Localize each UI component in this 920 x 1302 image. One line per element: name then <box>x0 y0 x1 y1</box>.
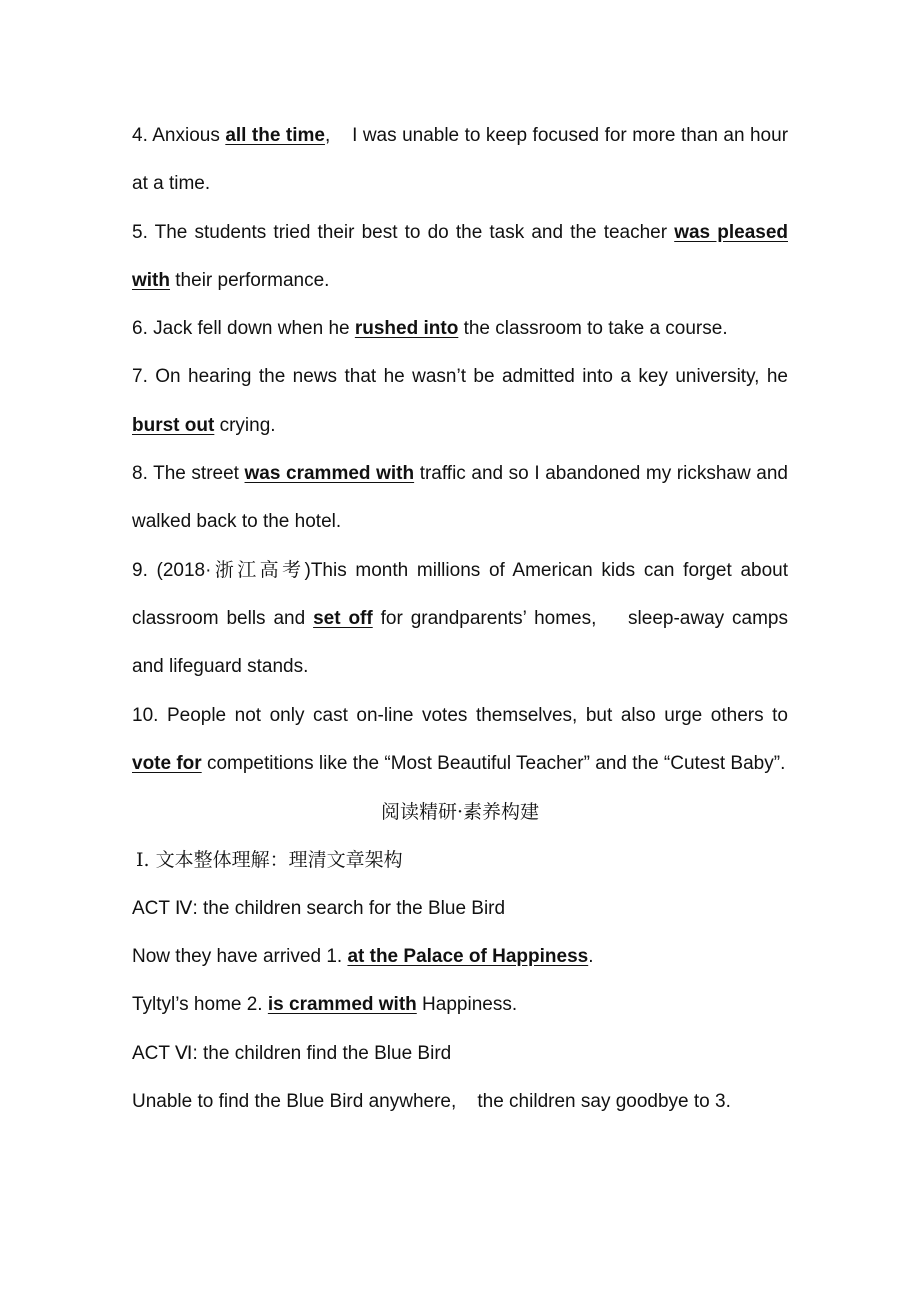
exercise-item-8 <box>132 450 788 547</box>
exercise-text: 7. On hearing the news that he wasn’t be admitted into a key university, he <box>132 366 788 388</box>
exercise-text: traffic and so I abandoned my rickshaw and walked back to the hotel. <box>132 463 788 533</box>
answer-phrase: all the time <box>225 125 325 146</box>
part-heading: Ⅰ. 文本整体理解：理清文章架构 <box>136 849 403 872</box>
exercise-text: 8. The street <box>132 463 245 485</box>
structure-text: Happiness. <box>416 994 518 1016</box>
answer-phrase: rushed into <box>354 318 459 340</box>
exercise-text: competitions like the “Most Beautiful Teacher” and the “Cutest Baby”. <box>201 752 786 774</box>
answer-phrase: was pleased with <box>132 221 788 291</box>
exercise-text: 10. People not only cast on-line votes themselves, but also urge others to <box>132 704 788 726</box>
structure-text: Tyltyl’s home 2. <box>132 994 268 1016</box>
answer-phrase: at the Palace of Happiness <box>347 946 589 968</box>
exercise-text: 5. The students tried their best to do the task and the teacher <box>132 221 675 243</box>
answer-phrase: vote for <box>132 752 202 774</box>
structure-text: Now they have arrived 1. <box>132 946 348 968</box>
structure-line-3: Unable to find the Blue Bird anywhere, the children say goodbye to 3. <box>132 1090 731 1112</box>
exercise-item-4 <box>132 112 788 209</box>
answer-phrase: is crammed with <box>267 994 417 1016</box>
act-six-heading: ACT Ⅵ: the children find the Blue Bird <box>132 1042 452 1064</box>
structure-text: . <box>588 946 594 968</box>
structure-line-2 <box>132 981 788 1029</box>
exercise-text: 6. Jack fell down when he <box>132 318 355 340</box>
exercise-text: crying. <box>214 414 276 436</box>
exercise-item-6 <box>132 305 788 353</box>
exercise-text: , I was unable to keep focused for more than an hour at a time. <box>132 125 789 195</box>
document-content <box>132 112 788 1126</box>
exercise-item-9 <box>132 547 788 692</box>
answer-phrase: burst out <box>132 414 215 436</box>
structure-line-1 <box>132 933 788 981</box>
exercise-text: for grandparents’ homes, sleep-away camps and lifeguard stands. <box>132 607 788 678</box>
exercise-text: their performance. <box>170 269 330 291</box>
exercise-text: 9. (2018·浙江高考)This month millions of American kids can forget about classroom bells and <box>132 559 788 629</box>
section-title: 阅读精研·素养构建 <box>380 801 540 824</box>
exercise-text: the classroom to take a course. <box>458 318 728 340</box>
answer-phrase: set off <box>313 607 373 629</box>
answer-phrase: was crammed with <box>244 463 415 485</box>
exercise-item-5 <box>132 209 788 306</box>
exercise-text: 4. Anxious <box>132 125 226 146</box>
act-four-heading: ACT Ⅳ: the children search for the Blue Bird <box>132 897 506 919</box>
exercise-item-10 <box>132 692 788 789</box>
exercise-item-7 <box>132 353 788 450</box>
